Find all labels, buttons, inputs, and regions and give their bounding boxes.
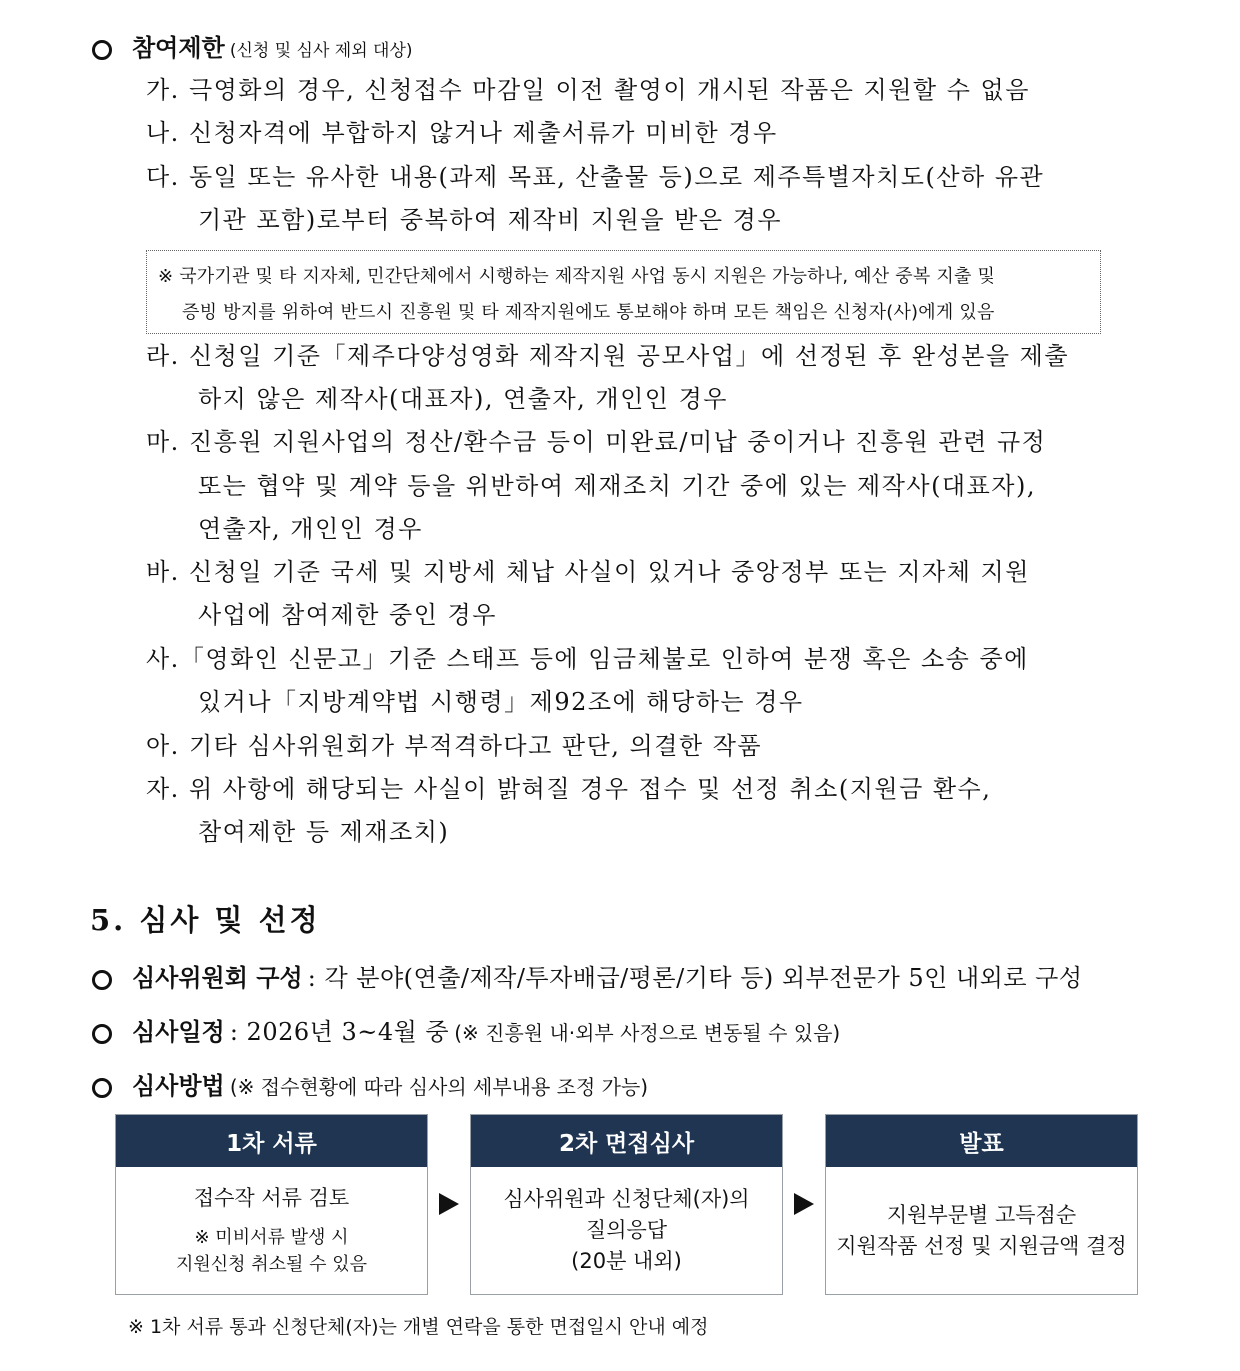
restriction-item-sa: 사.「영화인 신문고」기준 스태프 등에 임금체불로 인하여 분쟁 혹은 소송 중에: [146, 645, 1029, 673]
restriction-item-sa-cont: 있거나「지방계약법 시행령」제92조에 해당하는 경우: [198, 688, 804, 716]
stage-body: [471, 1167, 782, 1294]
restriction-item-ma: 마. 진흥원 지원사업의 정산/환수금 등이 미완료/미납 중이거나 진흥원 관련 규정: [146, 428, 1047, 456]
stage-interview: [470, 1114, 783, 1295]
restriction-item-ga: 가. 극영화의 경우, 신청접수 마감일 이전 촬영이 개시된 작품은 지원할 수 없음: [146, 76, 1030, 104]
restriction-item-ja: 자. 위 사항에 해당되는 사실이 밝혀질 경우 접수 및 선정 취소(지원금 환수,: [146, 775, 992, 803]
stage-announcement: [825, 1114, 1138, 1295]
stage-sub-line: 지원신청 취소될 수 있음: [175, 1254, 368, 1275]
stage-main-line: 접수작 서류 검토: [193, 1186, 350, 1210]
stage-head: 2차 면접심사: [471, 1115, 782, 1167]
restriction-item-ma-cont: 또는 협약 및 계약 등을 위반하여 제재조치 기간 중에 있는 제작사(대표자),: [198, 472, 1036, 500]
restriction-item-ba-cont: 사업에 참여제한 중인 경우: [198, 601, 497, 629]
restriction-heading: [92, 28, 413, 63]
restriction-item-ra-cont: 하지 않은 제작사(대표자), 연출자, 개인인 경우: [198, 385, 728, 413]
stage-sub-line: ※ 미비서류 발생 시: [194, 1227, 349, 1248]
stage-document-review: [115, 1114, 428, 1295]
restriction-subtitle: (신청 및 심사 제외 대상): [229, 41, 413, 61]
footnote: ※ 1차 서류 통과 신청단체(자)는 개별 연락을 통한 면접일시 안내 예정: [128, 1316, 709, 1338]
restriction-item-a: 아. 기타 심사위원회가 부적격하다고 판단, 의결한 작품: [146, 732, 763, 760]
bullet-circle-icon: [92, 40, 112, 60]
schedule-text: : 2026년 3~4월 중: [229, 1018, 450, 1046]
stage-main-line: 지원작품 선정 및 지원금액 결정: [836, 1233, 1127, 1258]
schedule-row: [92, 1012, 840, 1047]
committee-text: : 각 분야(연출/제작/투자배급/평론/기타 등) 외부전문가 5인 내외로 구성: [307, 964, 1083, 992]
restriction-item-na: 나. 신청자격에 부합하지 않거나 제출서류가 미비한 경우: [146, 119, 778, 147]
restriction-item-ba: 바. 신청일 기준 국세 및 지방세 체납 사실이 있거나 중앙정부 또는 지자체 지원: [146, 558, 1030, 586]
method-row: [92, 1066, 648, 1101]
method-label: 심사방법: [132, 1071, 225, 1100]
restriction-title: 참여제한: [132, 33, 225, 62]
committee-row: [92, 958, 1083, 993]
bullet-circle-icon: [92, 1078, 112, 1098]
restriction-item-ma-cont2: 연출자, 개인인 경우: [198, 515, 423, 543]
note-line-2: 증빙 방지를 위하여 반드시 진흥원 및 타 제작지원에도 통보해야 하며 모든 책임은 신청자(사)에게 있음: [182, 302, 995, 323]
stage-main-line: 심사위원과 신청단체(자)의: [503, 1187, 750, 1211]
restriction-item-da-cont: 기관 포함)로부터 중복하여 제작비 지원을 받은 경우: [198, 206, 782, 234]
stage-main-line: (20분 내외): [571, 1249, 682, 1273]
stage-sub-text: [176, 1224, 367, 1278]
arrow-right-icon: [794, 1193, 814, 1215]
restriction-item-ra: 라. 신청일 기준「제주다양성영화 제작지원 공모사업」에 선정된 후 완성본을 제출: [146, 342, 1070, 370]
stage-body: [826, 1167, 1137, 1294]
bullet-circle-icon: [92, 1024, 112, 1044]
restriction-item-ja-cont: 참여제한 등 제재조치): [198, 818, 450, 846]
committee-label: 심사위원회 구성: [132, 963, 303, 992]
note-line-1: ※ 국가기관 및 타 지자체, 민간단체에서 시행하는 제작지원 사업 동시 지원은 가능하나, 예산 중복 지출 및: [158, 266, 996, 287]
method-note: (※ 접수현황에 따라 심사의 세부내용 조정 가능): [229, 1075, 649, 1099]
stage-main-line: 질의응답: [585, 1218, 668, 1242]
arrow-right-icon: [439, 1193, 459, 1215]
bullet-circle-icon: [92, 970, 112, 990]
schedule-label: 심사일정: [132, 1017, 225, 1046]
stage-head: 1차 서류: [116, 1115, 427, 1167]
stage-main-line: 지원부문별 고득점순: [886, 1202, 1077, 1227]
stage-body: [116, 1167, 427, 1294]
stage-head: 발표: [826, 1115, 1137, 1167]
schedule-note: (※ 진흥원 내·외부 사정으로 변동될 수 있음): [454, 1021, 841, 1045]
restriction-item-da: 다. 동일 또는 유사한 내용(과제 목표, 산출물 등)으로 제주특별자치도(산하 유관: [146, 163, 1045, 191]
section-title: 5. 심사 및 선정: [90, 903, 321, 937]
